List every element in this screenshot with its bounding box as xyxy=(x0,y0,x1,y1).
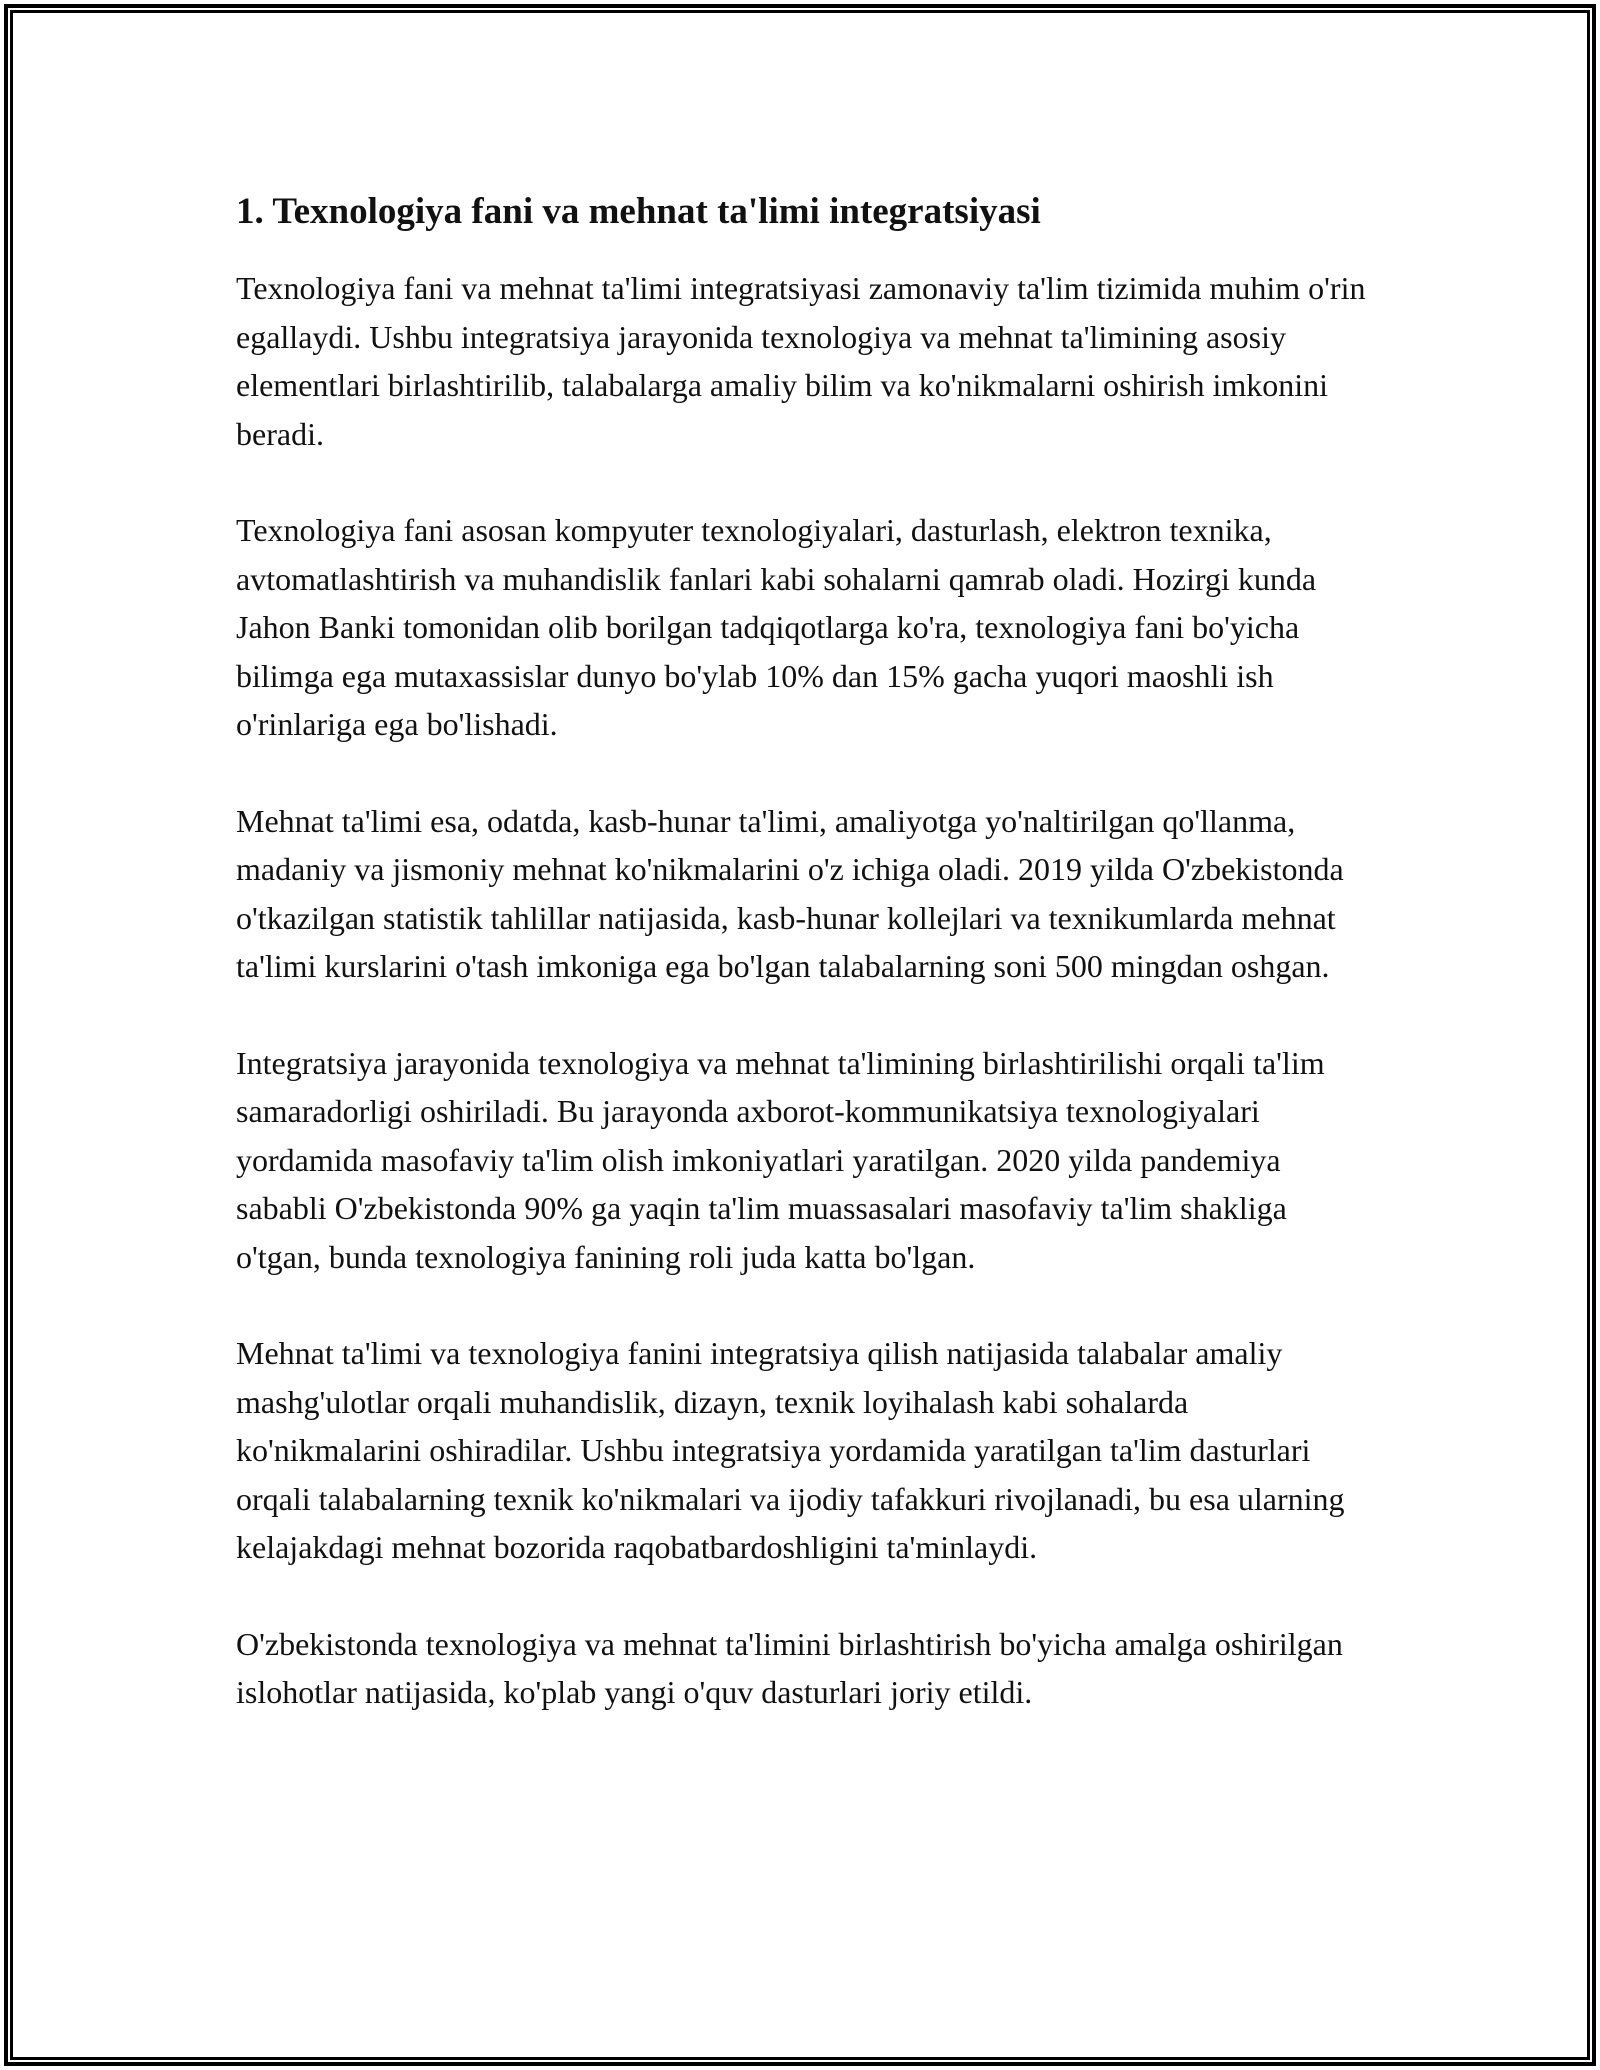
paragraph-4: Integratsiya jarayonida texnologiya va mehnat ta'limining birlashtirilishi orqali ta'lim samaradorligi oshiriladi. Bu jarayonda axborot-kommunikatsiya texnologiyalari yordamida masofaviy ta'lim olish imkoniyatlari yaratilgan. 2020 yilda pandemiya sababli O'zbekistonda 90% ga yaqin ta'lim muassasalari masofaviy ta'lim shakliga o'tgan, bunda texnologiya fanining roli juda katta bo'lgan. xyxy=(236,1044,1325,1275)
paragraph-6: O'zbekistonda texnologiya va mehnat ta'limini birlashtirish bo'yicha amalga oshirilgan islohotlar natijasida, ko'plab yangi o'quv dasturlari joriy etildi. xyxy=(236,1625,1343,1710)
document-body xyxy=(236,188,1376,1717)
paragraph-1: Texnologiya fani va mehnat ta'limi integratsiyasi zamonaviy ta'lim tizimida muhim o'rin egallaydi. Ushbu integratsiya jarayonida texnologiya va mehnat ta'limining asosiy elementlari birlashtirilib, talabalarga amaliy bilim va ko'nikmalarni oshirish imkonini beradi. xyxy=(236,270,1366,452)
section-heading: 1. Texnologiya fani va mehnat ta'limi integratsiyasi xyxy=(236,191,1041,232)
paragraph-3: Mehnat ta'limi esa, odatda, kasb-hunar ta'limi, amaliyotga yo'naltirilgan qo'llanma, madaniy va jismoniy mehnat ko'nikmalarini o'z ichiga oladi. 2019 yilda O'zbekistonda o'tkazilgan statistik tahlillar natijasida, kasb-hunar kollejlari va texnikumlarda mehnat ta'limi kurslarini o'tash imkoniga ega bo'lgan talabalarning soni 500 mingdan oshgan. xyxy=(236,802,1344,984)
paragraph-5: Mehnat ta'limi va texnologiya fanini integratsiya qilish natijasida talabalar amaliy mashg'ulotlar orqali muhandislik, dizayn, texnik loyihalash kabi sohalarda ko'nikmalarini oshiradilar. Ushbu integratsiya yordamida yaratilgan ta'lim dasturlari orqali talabalarning texnik ko'nikmalari va ijodiy tafakkuri rivojlanadi, bu esa ularning kelajakdagi mehnat bozorida raqobatbardoshligini ta'minlaydi. xyxy=(236,1335,1345,1565)
paragraph-2: Texnologiya fani asosan kompyuter texnologiyalari, dasturlash, elektron texnika, avtomatlashtirish va muhandislik fanlari kabi sohalarni qamrab oladi. Hozirgi kunda Jahon Banki tomonidan olib borilgan tadqiqotlarga ko'ra, texnologiya fani bo'yicha bilimga ega mutaxassislar dunyo bo'ylab 10% dan 15% gacha yuqori maoshli ish o'rinlariga ega bo'lishadi. xyxy=(236,512,1317,742)
